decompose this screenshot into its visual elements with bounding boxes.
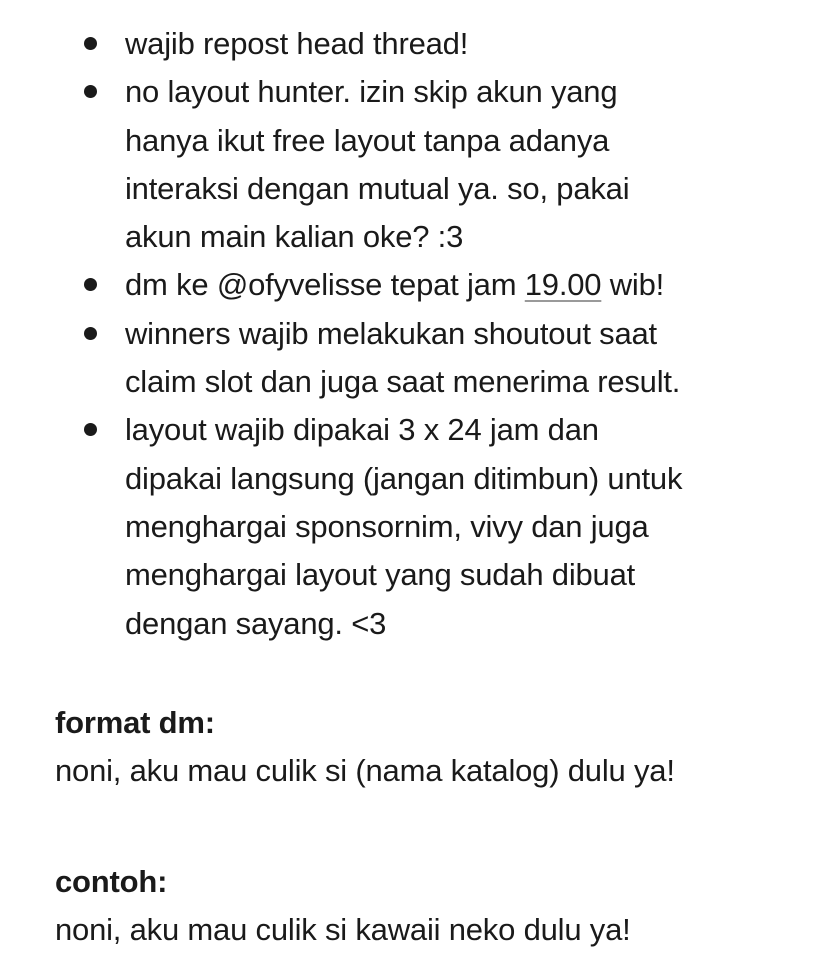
bullet-icon [84, 85, 97, 98]
bullet-icon [84, 278, 97, 291]
rule-item [0, 310, 828, 407]
rule-line: no layout hunter. izin skip akun yang [125, 74, 618, 110]
rules-list [0, 20, 828, 648]
format-text: noni, aku mau culik si (nama katalog) dulu ya! [55, 753, 675, 789]
bullet-icon [84, 327, 97, 340]
format-heading: format dm: [55, 705, 215, 740]
bullet-icon [84, 37, 97, 50]
rule-text: wib! [601, 267, 665, 303]
example-heading: contoh: [55, 864, 168, 899]
rule-line: wajib repost head thread! [125, 26, 469, 61]
format-section [55, 699, 815, 796]
rule-line: claim slot dan juga saat menerima result. [125, 364, 681, 400]
bullet-icon [84, 423, 97, 436]
rule-item [0, 68, 828, 261]
rule-line: dengan sayang. <3 [125, 605, 387, 641]
rule-item [0, 20, 828, 68]
rule-line: menghargai sponsornim, vivy dan juga [125, 508, 649, 544]
rule-line: layout wajib dipakai 3 x 24 jam dan [125, 412, 599, 448]
rule-line: menghargai layout yang sudah dibuat [125, 557, 636, 593]
rule-line: winners wajib melakukan shoutout saat [125, 315, 657, 351]
rule-text: dm ke @ofyvelisse tepat jam [125, 267, 525, 303]
example-section [55, 858, 815, 955]
example-text: noni, aku mau culik si kawaii neko dulu ya! [55, 912, 631, 948]
rule-line: hanya ikut free layout tanpa adanya [125, 122, 610, 158]
rule-line: interaksi dengan mutual ya. so, pakai [125, 170, 630, 206]
rule-item [0, 261, 828, 309]
time-link[interactable]: 19.00 [524, 267, 602, 303]
rule-line: dipakai langsung (jangan ditimbun) untuk [125, 460, 683, 496]
rule-line: akun main kalian oke? :3 [125, 219, 464, 255]
rule-item [0, 406, 828, 647]
